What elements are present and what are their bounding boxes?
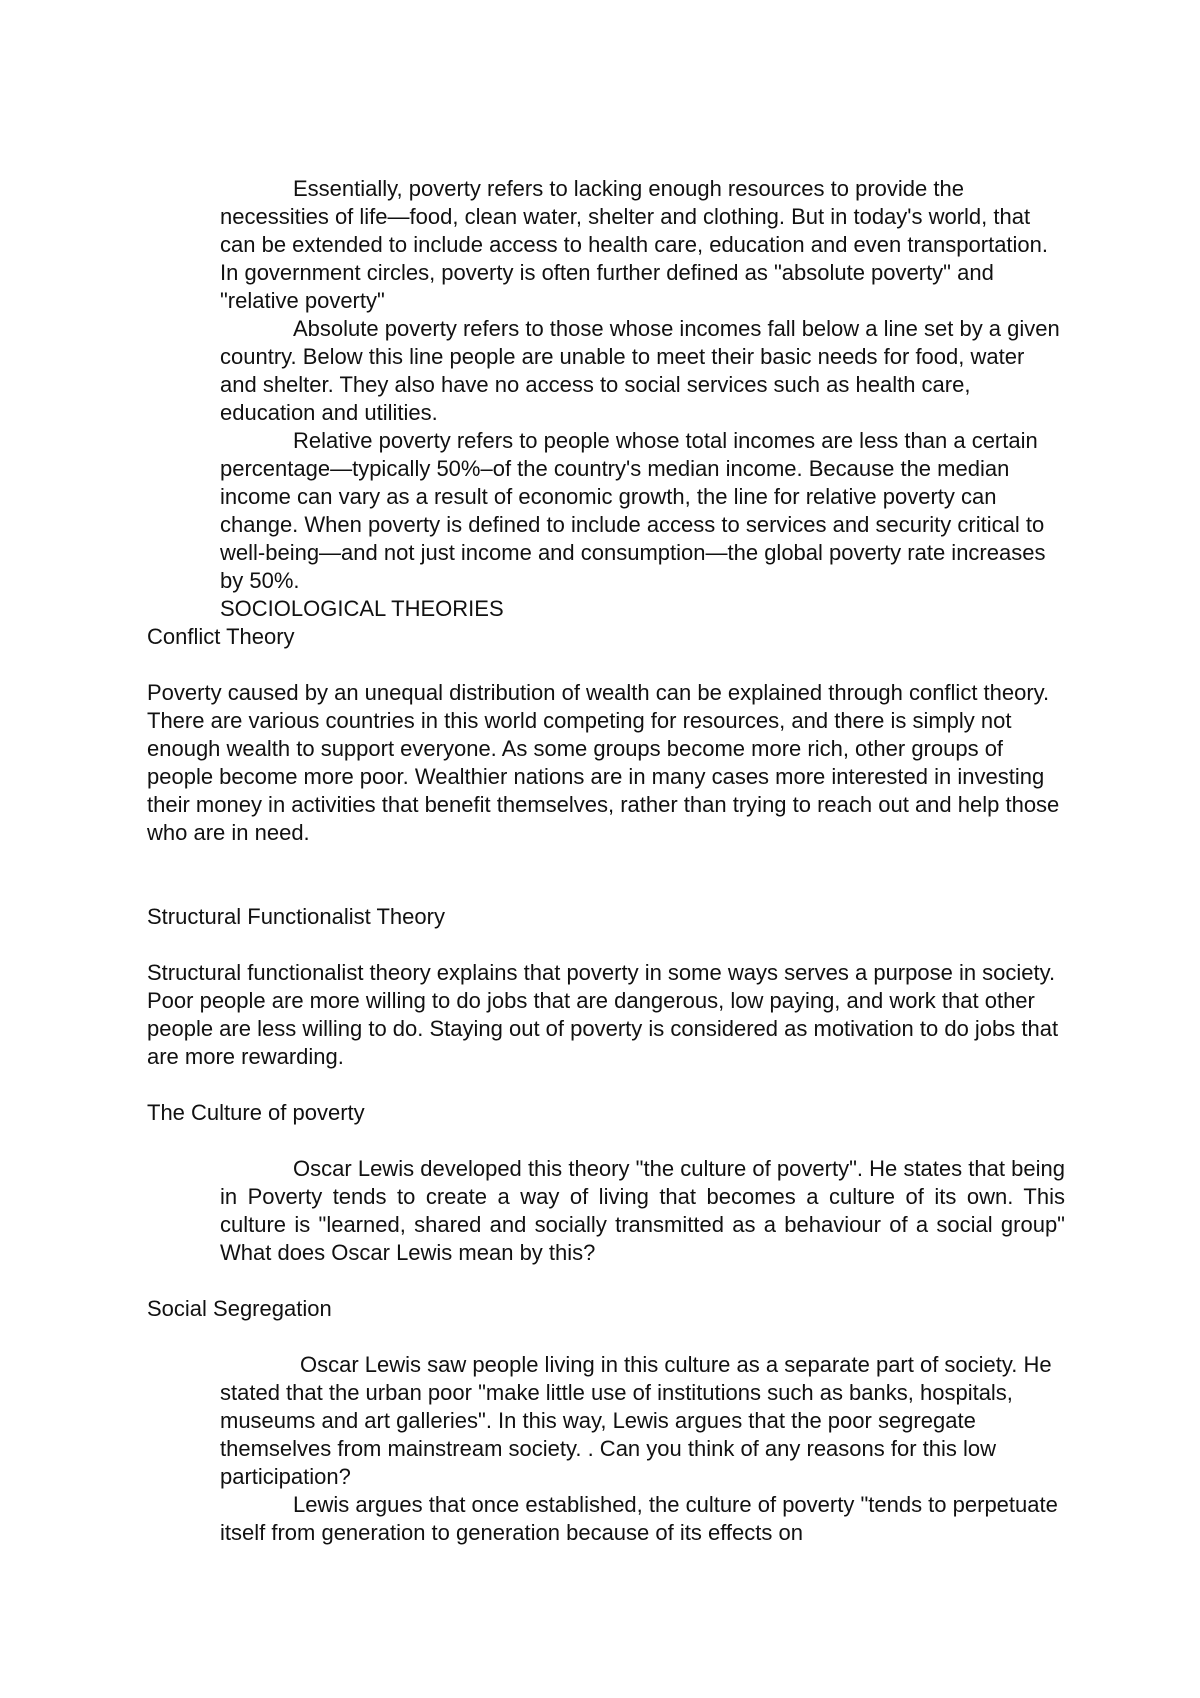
segregation-body	[220, 1351, 1065, 1547]
culture-paragraph: Oscar Lewis developed this theory "the culture of poverty". He states that being in Poverty tends to create a way of living that becomes a culture of its own. This culture is "learned, shared and socially transmitted as a behaviour of a social group" What does Oscar Lewis mean by this?	[220, 1156, 1065, 1265]
section-title: SOCIOLOGICAL THEORIES	[220, 596, 504, 621]
culture-heading-block	[147, 1099, 1067, 1127]
structural-paragraph: Structural functionalist theory explains that poverty in some ways serves a purpose in society. Poor people are more willing to do jobs that are dangerous, low paying, and work that other people are less willing to do. Staying out of poverty is considered as motivation to do jobs that are more rewarding.	[147, 960, 1059, 1069]
intro-section	[220, 175, 1065, 623]
intro-paragraph-relative-poverty: Relative poverty refers to people whose total incomes are less than a certain percentage—typically 50%–of the country's median income. Because the median income can vary as a result of economic growth, the line for relative poverty can change. When poverty is defined to include access to services and security critical to well-being—and not just income and consumption—the global poverty rate increases by 50%.	[220, 428, 1046, 593]
structural-heading-block	[147, 903, 1067, 931]
structural-body	[147, 959, 1067, 1071]
social-segregation-heading: Social Segregation	[147, 1296, 332, 1321]
intro-paragraph-absolute-poverty: Absolute poverty refers to those whose incomes fall below a line set by a given country. Below this line people are unable to meet their basic needs for food, water and shelter. They also have no access to social services such as health care, education and utilities.	[220, 316, 1060, 425]
conflict-theory-heading: Conflict Theory	[147, 624, 295, 649]
culture-of-poverty-heading: The Culture of poverty	[147, 1100, 365, 1125]
intro-paragraph-poverty-definition: Essentially, poverty refers to lacking enough resources to provide the necessities of life—food, clean water, shelter and clothing. But in today's world, that can be extended to include access to health care, education and even transportation. In government circles, poverty is often further defined as "absolute poverty" and "relative poverty"	[220, 176, 1049, 313]
segregation-paragraph-2: Lewis argues that once established, the culture of poverty "tends to perpetuate itself from generation to generation because of its effects on	[220, 1492, 1058, 1545]
conflict-section	[147, 623, 1067, 651]
conflict-body	[147, 679, 1067, 847]
segregation-paragraph-1: Oscar Lewis saw people living in this culture as a separate part of society. He stated that the urban poor "make little use of institutions such as banks, hospitals, museums and art galleries". In this way, Lewis argues that the poor segregate themselves from mainstream society. . Can you think of any reasons for this low participation?	[220, 1352, 1052, 1489]
culture-body	[220, 1155, 1065, 1267]
structural-functionalist-heading: Structural Functionalist Theory	[147, 904, 445, 929]
segregation-heading-block	[147, 1295, 1067, 1323]
conflict-paragraph-2: There are various countries in this world competing for resources, and there is simply not enough wealth to support everyone. As some groups become more rich, other groups of people become more poor. Wealthier nations are in many cases more interested in investing their money in activities that benefit themselves, rather than trying to reach out and help those who are in need.	[147, 708, 1060, 845]
conflict-paragraph-1: Poverty caused by an unequal distribution of wealth can be explained through conflict theory.	[147, 680, 1050, 705]
